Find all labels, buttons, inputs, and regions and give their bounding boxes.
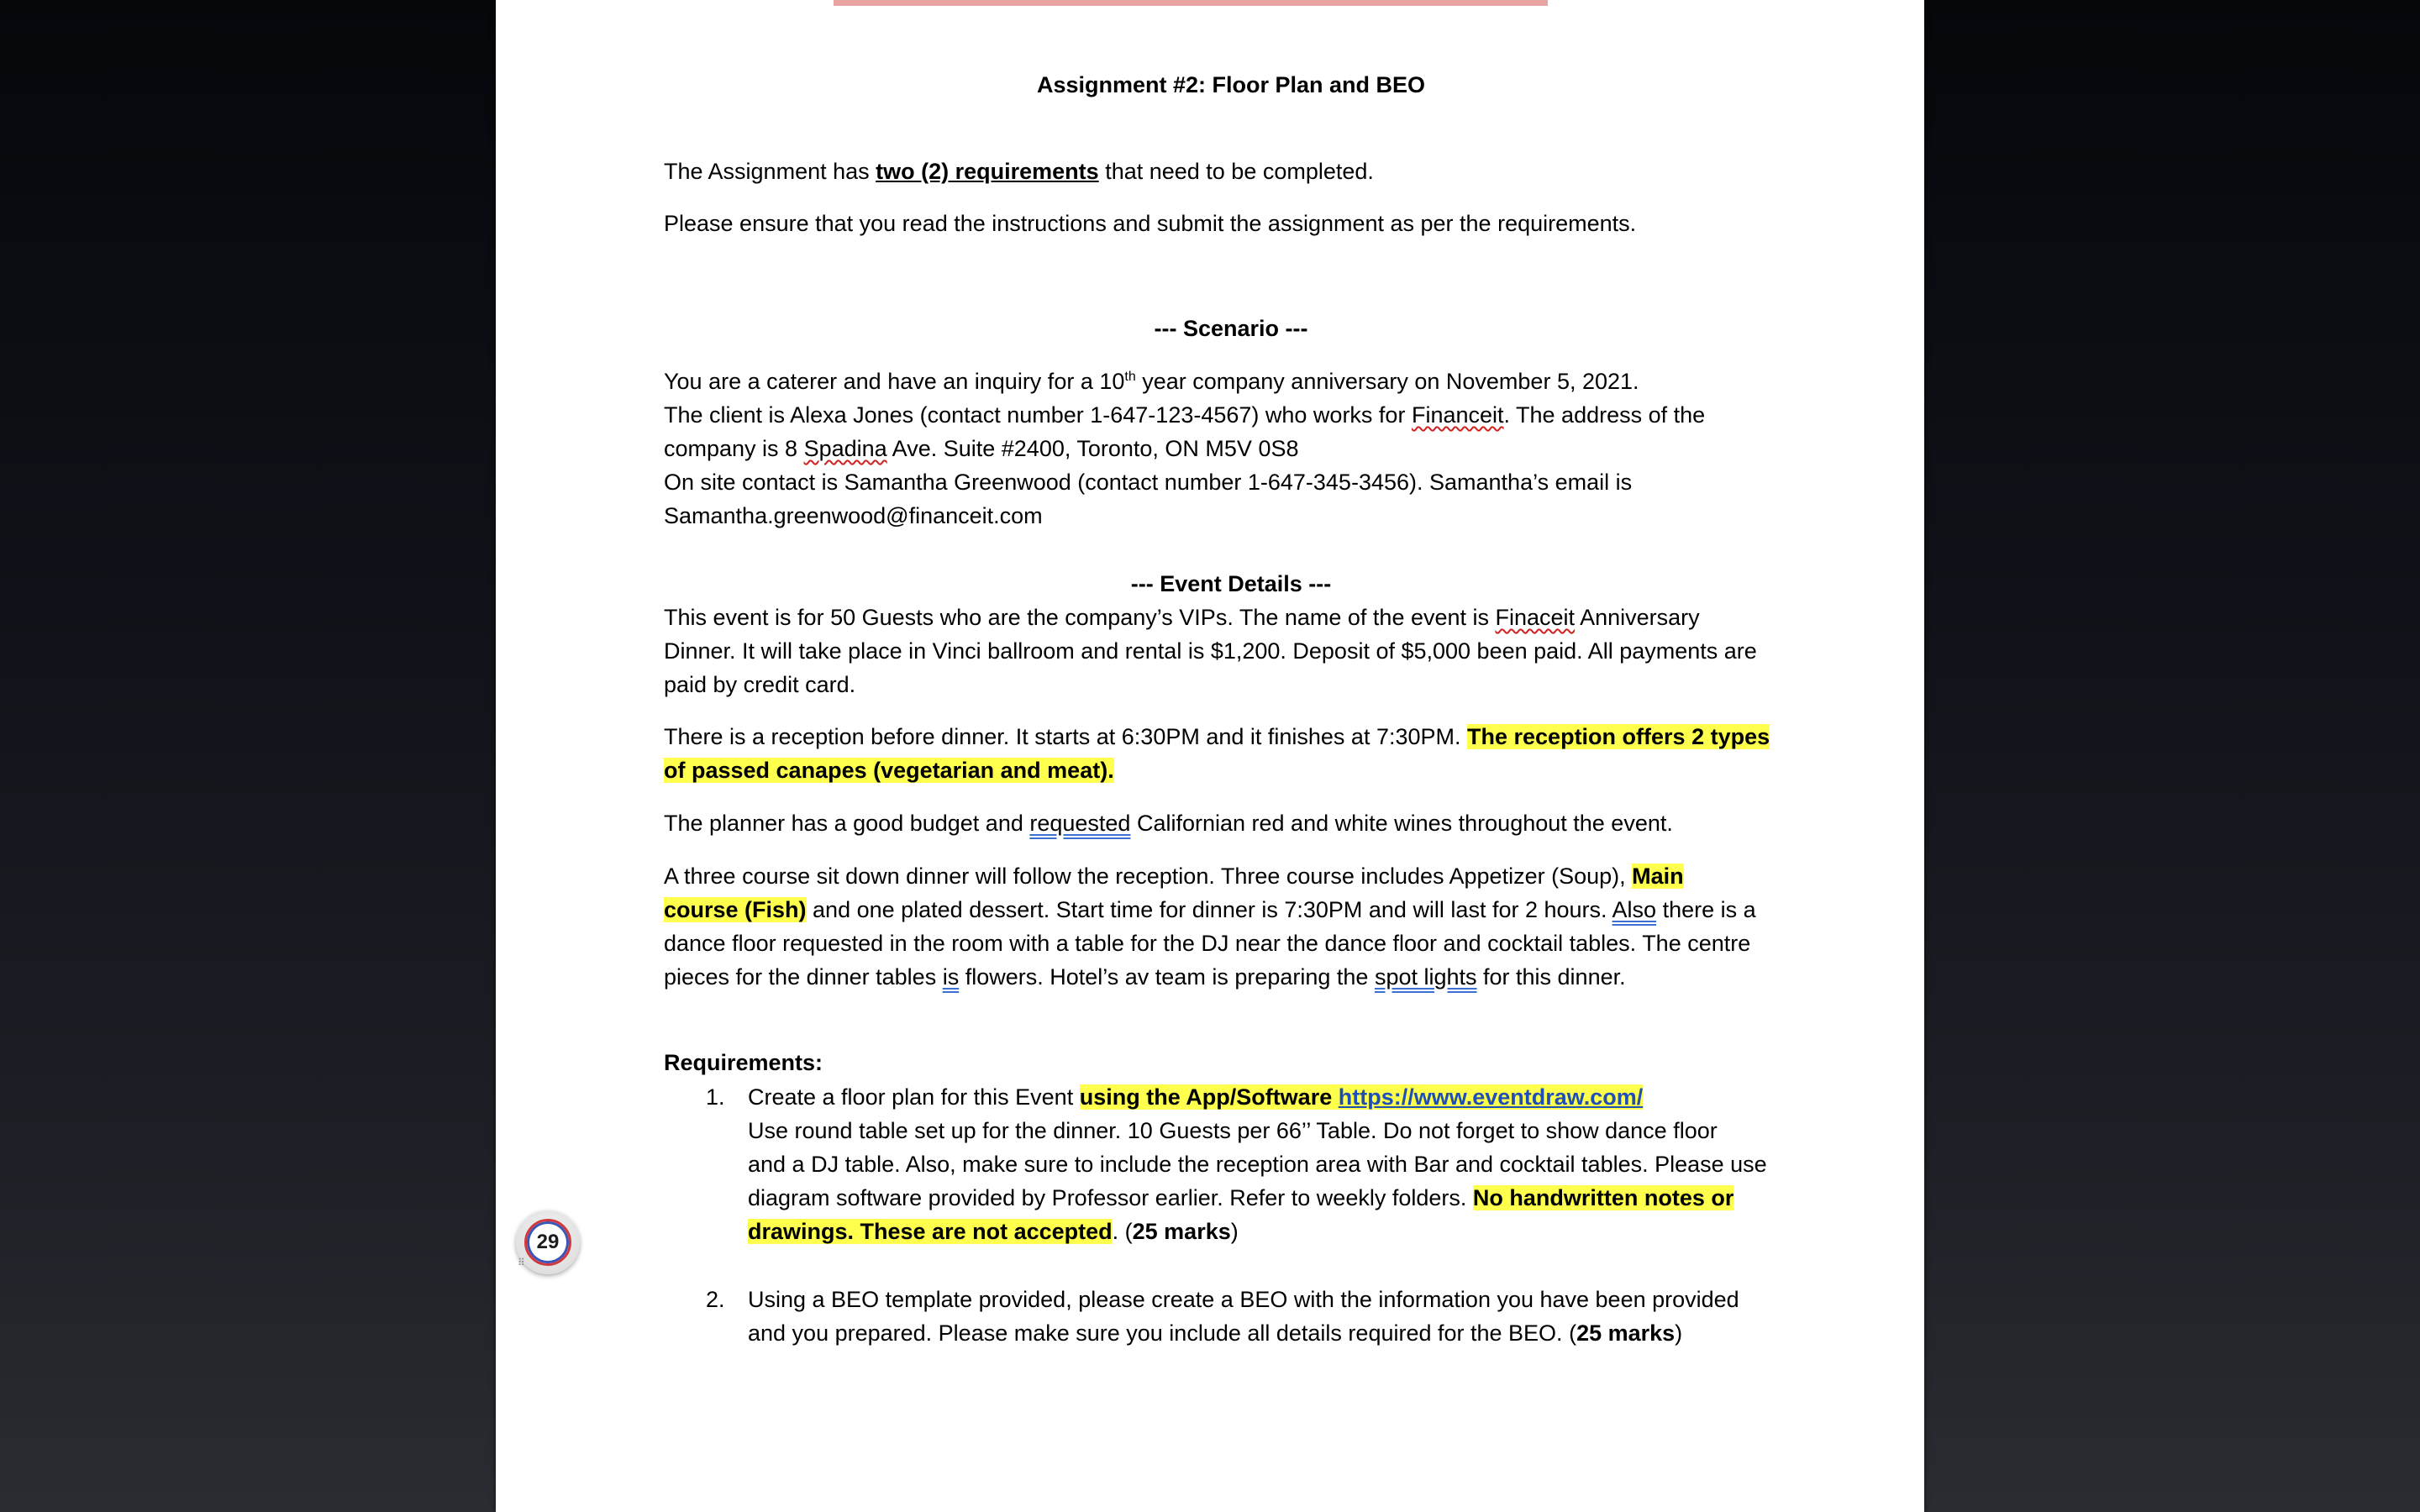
list-number-2: 2. xyxy=(706,1287,725,1312)
highlight: course (Fish) xyxy=(664,897,807,922)
header-color-bar xyxy=(834,0,1548,6)
req2-line-2: and you prepared. Please make sure you include all details required for the BEO. (25 marks) xyxy=(748,1320,1683,1346)
event-line-2: Dinner. It will take place in Vinci ballroom and rental is $1,200. Deposit of $5,000 been paid. All payments are xyxy=(664,638,1757,664)
requirements-count: two (2) requirements xyxy=(876,159,1099,184)
grammar-flag: spot lights xyxy=(1374,964,1477,990)
intro-paragraph-1: The Assignment has two (2) requirements that need to be completed. xyxy=(664,159,1374,184)
dinner-line-4: pieces for the dinner tables is flowers. Hotel’s av team is preparing the spot lights for this dinner. xyxy=(664,964,1626,990)
grammar-flag: is xyxy=(942,964,960,990)
scenario-email: Samantha.greenwood@financeit.com xyxy=(664,503,1043,528)
dinner-line-1: A three course sit down dinner will follow the reception. Three course includes Appetizer (Soup), Main xyxy=(664,864,1684,889)
spelling-flag: Finaceit xyxy=(1495,605,1576,630)
event-line-3: paid by credit card. xyxy=(664,672,856,697)
highlight: using the App/Software xyxy=(1079,1084,1339,1110)
req1-line-1: Create a floor plan for this Event using the App/Software https://www.eventdraw.com/ xyxy=(748,1084,1644,1110)
reception-line-2 xyxy=(664,753,1114,787)
req1-line-5: drawings. These are not accepted. (25 marks) xyxy=(748,1219,1239,1244)
badge-count: 29 xyxy=(524,1219,571,1266)
req2-line-1: Using a BEO template provided, please create a BEO with the information you have been provided xyxy=(748,1287,1739,1312)
spelling-flag: Financeit xyxy=(1411,402,1504,428)
marks: 25 marks xyxy=(1576,1320,1676,1346)
marks: 25 marks xyxy=(1132,1219,1231,1244)
grammar-flag: Also xyxy=(1612,897,1657,922)
scenario-heading: --- Scenario --- xyxy=(1154,316,1308,341)
req1-line-3: and a DJ table. Also, make sure to include the reception area with Bar and cocktail tables. Please use xyxy=(748,1152,1767,1177)
dinner-line-3: dance floor requested in the room with a table for the DJ near the dance floor and cocktail tables. The centre xyxy=(664,931,1751,956)
highlight: The reception offers 2 types xyxy=(1467,724,1770,749)
highlight: of passed canapes (vegetarian and meat). xyxy=(664,758,1114,783)
event-details-heading: --- Event Details --- xyxy=(1130,571,1332,596)
spelling-flag: Spadina xyxy=(803,436,887,461)
intro-paragraph-2: Please ensure that you read the instructions and submit the assignment as per the requirements. xyxy=(664,211,1637,236)
scenario-line-2: The client is Alexa Jones (contact number 1-647-123-4567) who works for Financeit. The address of the xyxy=(664,402,1706,428)
list-number-1: 1. xyxy=(706,1084,725,1110)
page-title: Assignment #2: Floor Plan and BEO xyxy=(1036,72,1426,97)
wine-line: The planner has a good budget and requested Californian red and white wines throughout the event. xyxy=(664,811,1673,836)
highlight: drawings. These are not accepted xyxy=(748,1219,1113,1244)
requirements-heading: Requirements: xyxy=(664,1050,823,1075)
req1-line-4: diagram software provided by Professor earlier. Refer to weekly folders. No handwritten notes or xyxy=(748,1185,1734,1210)
eventdraw-link[interactable]: https://www.eventdraw.com/ xyxy=(1338,1084,1644,1110)
document-page xyxy=(496,0,1924,1512)
scenario-line-4: On site contact is Samantha Greenwood (contact number 1-647-345-3456). Samantha’s email is xyxy=(664,470,1633,495)
req1-line-2: Use round table set up for the dinner. 10 Guests per 66’’ Table. Do not forget to show dance floor xyxy=(748,1118,1718,1143)
scenario-line-1: You are a caterer and have an inquiry for a 10th year company anniversary on November 5, 2021. xyxy=(664,369,1639,394)
highlight: Main xyxy=(1632,864,1684,889)
dinner-line-2: course (Fish) and one plated dessert. Start time for dinner is 7:30PM and will last for 2 hours. Also there is a xyxy=(664,897,1756,922)
reception-line-1: There is a reception before dinner. It starts at 6:30PM and it finishes at 7:30PM. The reception offers 2 types xyxy=(664,724,1770,749)
highlight: No handwritten notes or xyxy=(1472,1185,1734,1210)
event-line-1: This event is for 50 Guests who are the company’s VIPs. The name of the event is Finaceit Anniversary xyxy=(664,605,1700,630)
grammar-flag: requested xyxy=(1029,811,1131,836)
drag-handle-icon[interactable]: ⠿ xyxy=(518,1257,525,1268)
scenario-line-3: company is 8 Spadina Ave. Suite #2400, Toronto, ON M5V 0S8 xyxy=(664,436,1299,461)
